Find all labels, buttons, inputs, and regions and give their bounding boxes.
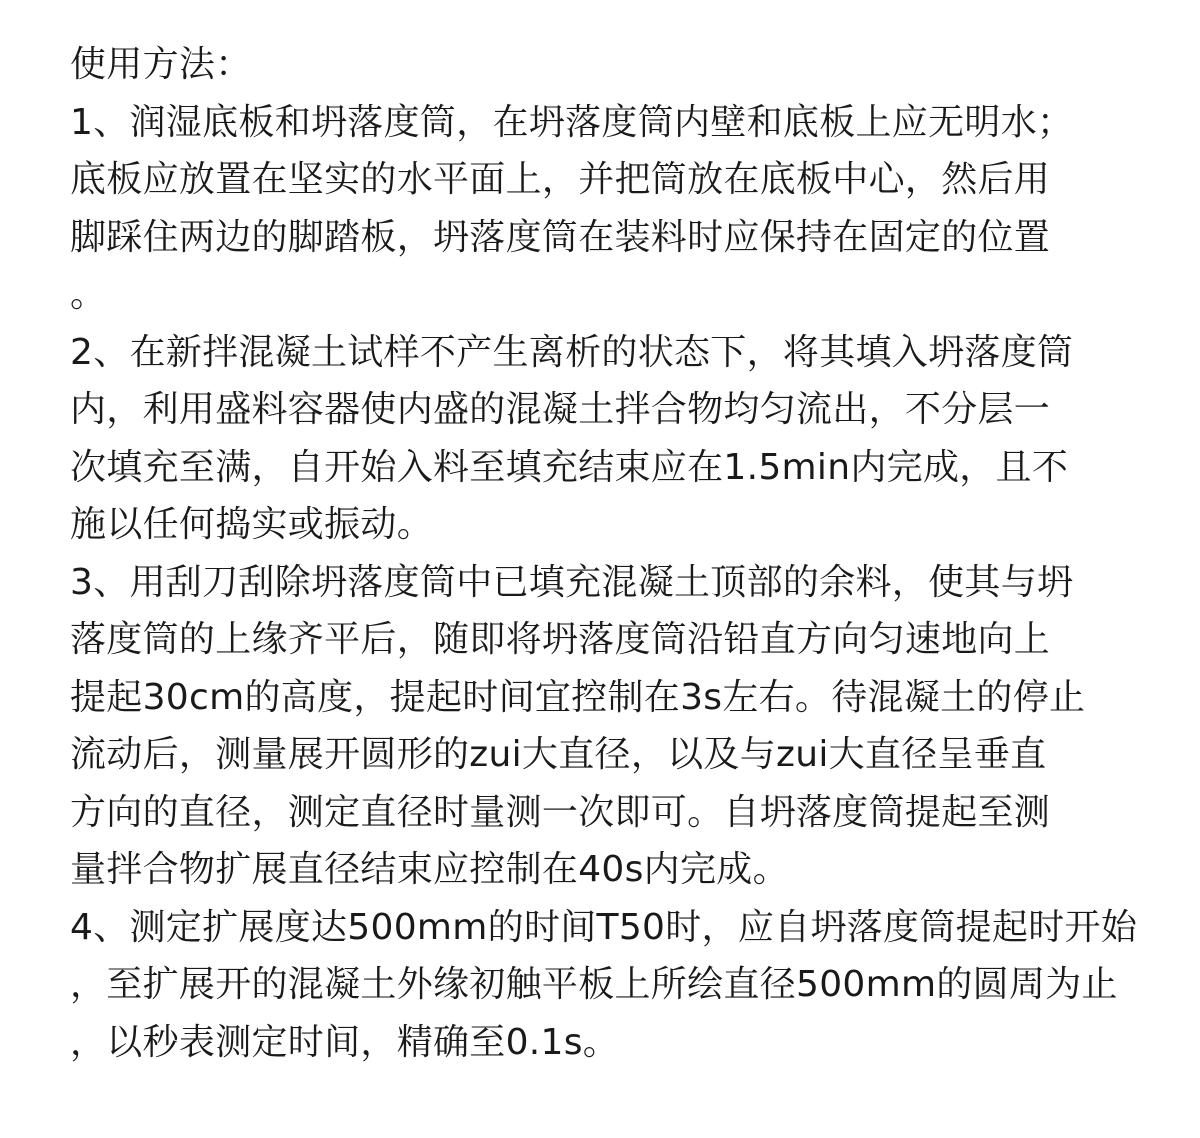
step-2-line-3: 次填充至满，自开始入料至填充结束应在1.5min内完成，且不 [70, 446, 1069, 488]
step-1-line-4: 。 [70, 274, 107, 315]
step-2-line-2: 内，利用盛料容器使内盛的混凝土拌合物均匀流出，不分层一 [70, 389, 1051, 430]
step-1-line-3: 脚踩住两边的脚踏板，坍落度筒在装料时应保持在固定的位置 [70, 216, 1051, 258]
step-3-line-3: 提起30cm的高度，提起时间宜控制在3s左右。待混凝土的停止 [70, 676, 1086, 718]
usage-instructions-document [70, 36, 1150, 1071]
step-4-line-2: ，至扩展开的混凝土外缘初触平板上所绘直径500mm的圆周为止 [70, 964, 1118, 1005]
step-3-line-6: 量拌合物扩展直径结束应控制在40s内完成。 [70, 849, 789, 890]
step-2-line-4: 施以任何捣实或振动。 [70, 504, 434, 545]
step-3-line-5: 方向的直径，测定直径时量测一次即可。自坍落度筒提起至测 [70, 791, 1051, 833]
step-3-line-4: 流动后，测量展开圆形的zui大直径，以及与zui大直径呈垂直 [70, 734, 1047, 775]
step-3-line-1: 3、用刮刀刮除坍落度筒中已填充混凝土顶部的余料，使其与坍 [70, 561, 1074, 603]
step-4-line-3: ，以秒表测定时间，精确至0.1s。 [70, 1021, 620, 1063]
heading-usage-method: 使用方法： [70, 44, 252, 85]
step-4-line-1: 4、测定扩展度达500mm的时间T50时，应自坍落度筒提起时开始 [70, 906, 1138, 948]
step-2-line-1: 2、在新拌混凝土试样不产生离析的状态下，将其填入坍落度筒 [70, 331, 1074, 373]
step-3-line-2: 落度筒的上缘齐平后，随即将坍落度筒沿铅直方向匀速地向上 [70, 619, 1051, 660]
step-1-line-2: 底板应放置在坚实的水平面上，并把筒放在底板中心，然后用 [70, 159, 1051, 200]
step-1-line-1: 1、润湿底板和坍落度筒，在坍落度筒内壁和底板上应无明水； [70, 101, 1074, 143]
